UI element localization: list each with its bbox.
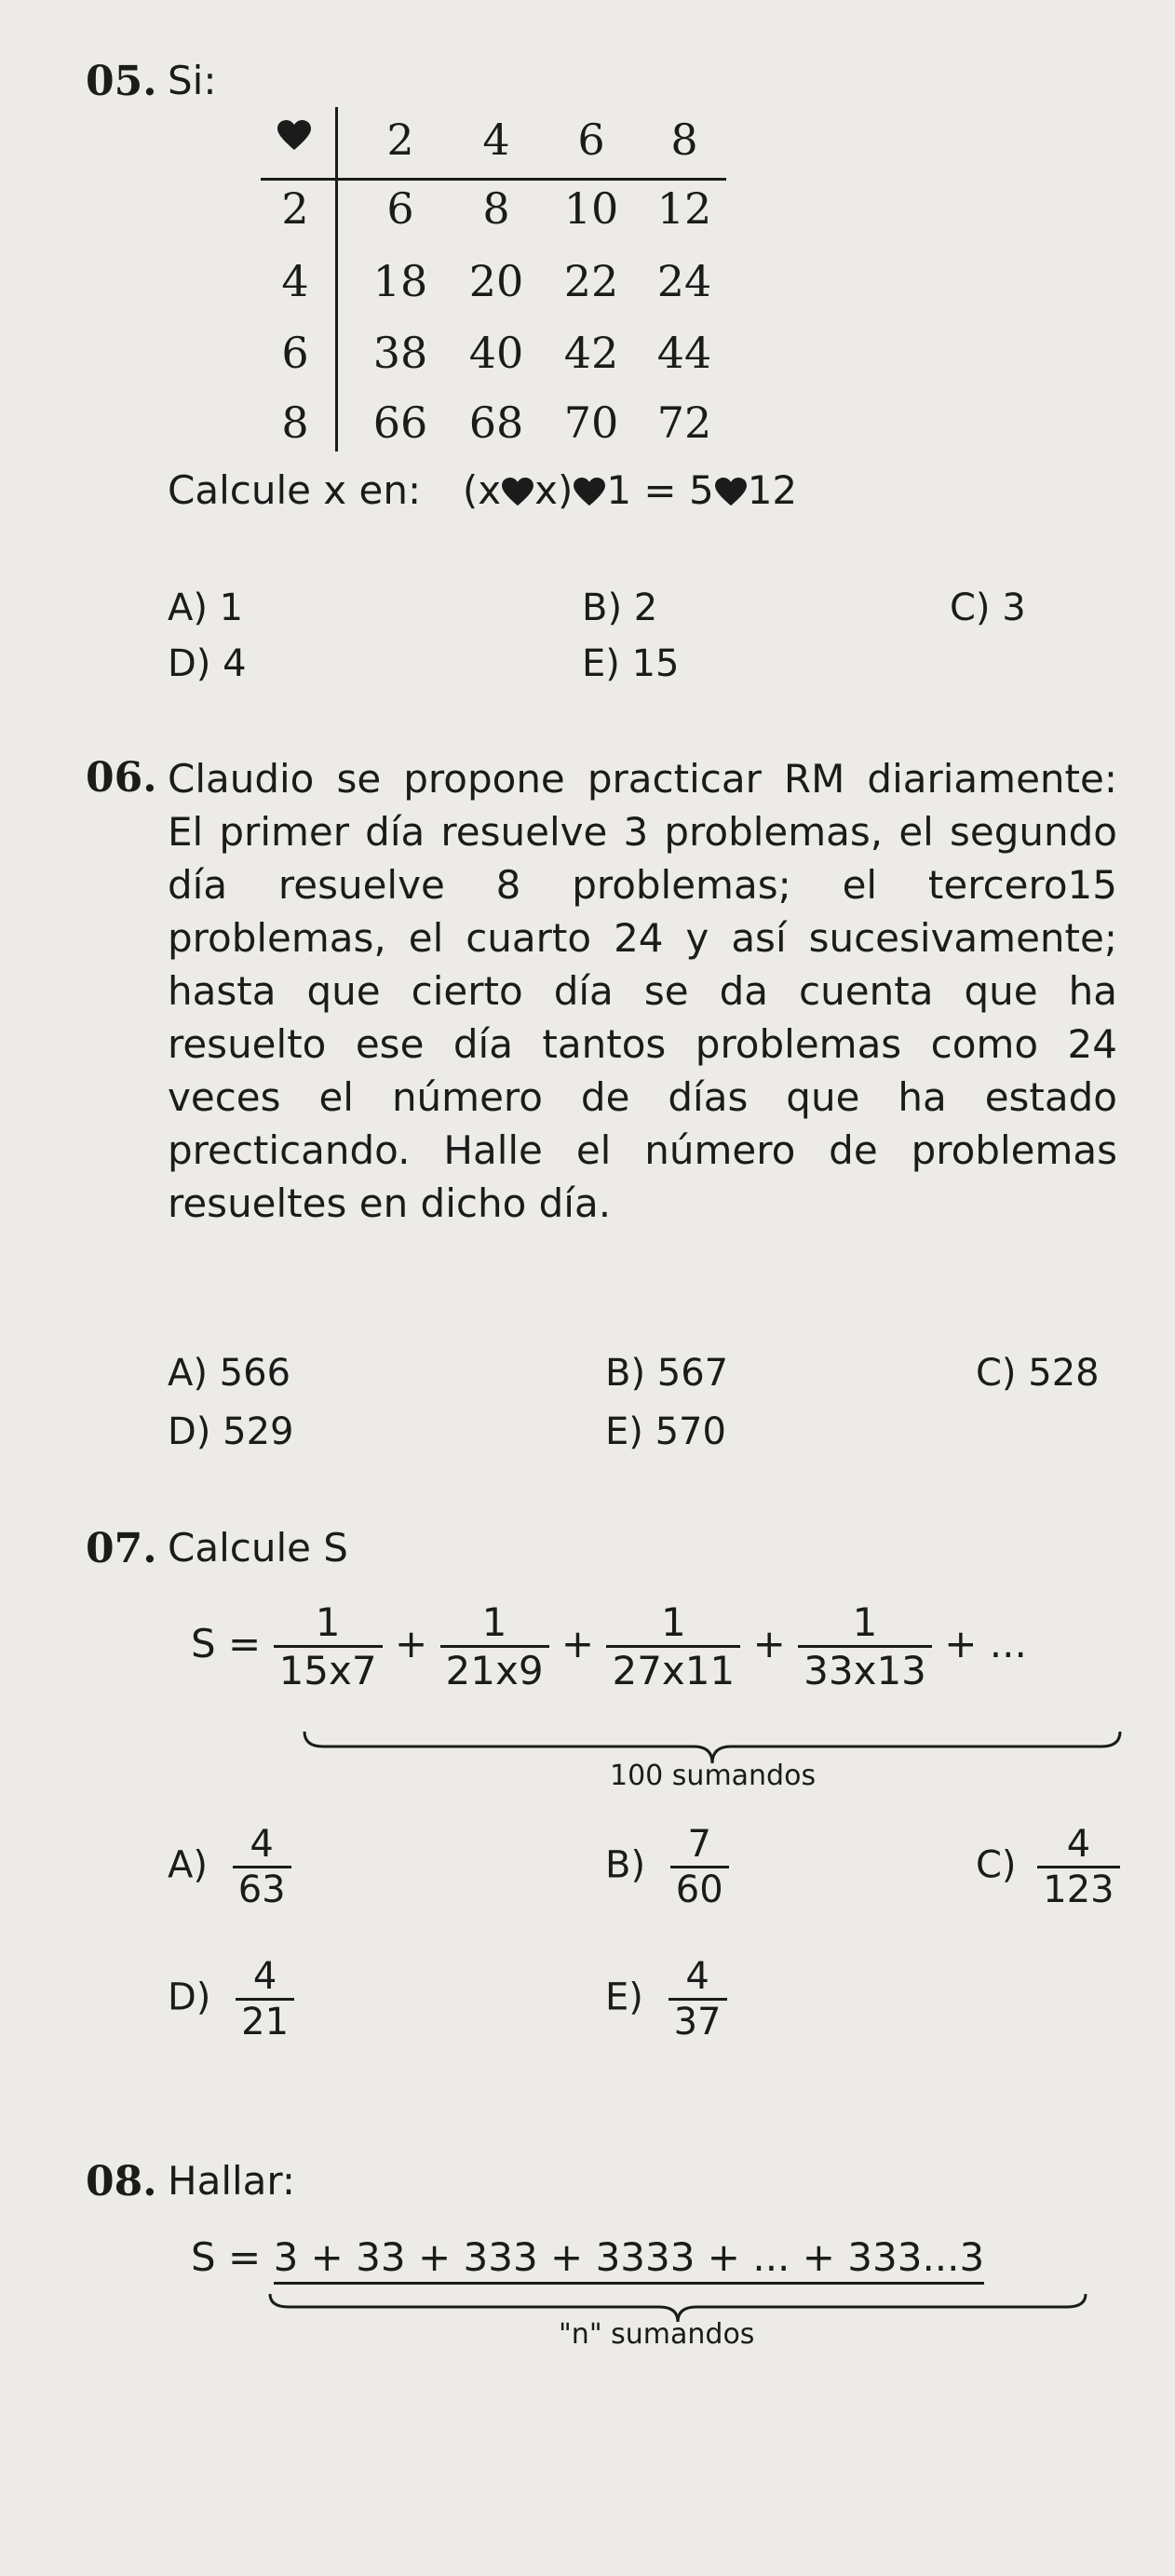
q05-option-b[interactable]: B) 2 (582, 587, 658, 629)
table-cell: 12 (656, 183, 712, 234)
table-horizontal-rule (261, 178, 726, 181)
row-header: 6 (281, 328, 309, 378)
row-header: 4 (281, 256, 309, 306)
q05-number: 05. (86, 58, 157, 105)
q08-sum: 3 + 33 + 333 + 3333 + ... + 333...3 (274, 2234, 985, 2285)
statement-line: resueltes en dicho día. (168, 1180, 612, 1226)
brace-label: "n" sumandos (559, 2318, 755, 2351)
table-cell: 38 (372, 328, 428, 378)
q05-prompt: Calcule x en: (168, 467, 422, 513)
series-tail: + ... (944, 1621, 1027, 1666)
s-equals: S = (191, 1621, 262, 1666)
table-cell: 44 (656, 328, 712, 378)
plus-sign: + (752, 1621, 786, 1666)
heart-icon (501, 478, 534, 507)
col-header: 2 (386, 115, 414, 165)
statement-line: veces el número de días que ha estado (168, 1074, 1117, 1120)
statement-line: Claudio se propone practicar RM diariamente: (168, 756, 1117, 802)
q08-series (191, 2234, 984, 2285)
statement-line: resuelto ese día tantos problemas como 24 (168, 1021, 1117, 1067)
q07-number: 07. (86, 1525, 157, 1572)
statement-line: día resuelve 8 problemas; el tercero15 (168, 862, 1117, 908)
table-cell: 18 (372, 256, 428, 306)
heart-icon (714, 478, 748, 507)
plus-sign: + (560, 1621, 595, 1666)
q07-option-c[interactable]: C) $\frac{4}{123}$ (976, 1823, 1120, 1911)
q06-option-d[interactable]: D) 529 (168, 1410, 294, 1453)
table-cell: 6 (386, 183, 414, 234)
q05-option-c[interactable]: C) 3 (950, 587, 1026, 629)
table-cell: 68 (468, 398, 524, 448)
q06-statement (168, 752, 1117, 1230)
eq-part: 12 (747, 467, 798, 513)
q05-option-e[interactable]: E) 15 (582, 642, 680, 685)
q06-option-c[interactable]: C) 528 (976, 1352, 1100, 1395)
brace-label: 100 sumandos (610, 1760, 817, 1792)
row-header: 2 (281, 183, 309, 234)
q06-option-e[interactable]: E) 570 (605, 1410, 726, 1453)
q05-option-d[interactable]: D) 4 (168, 642, 247, 685)
q06-option-b[interactable]: B) 567 (605, 1352, 729, 1395)
series-term: $\frac{1}{21x9}$ (440, 1599, 549, 1693)
eq-part: x) (534, 467, 574, 513)
q07-series (191, 1599, 1027, 1693)
q06-number: 06. (86, 754, 157, 802)
statement-line: problemas, el cuarto 24 y así sucesivamente; (168, 915, 1117, 961)
q07-option-a[interactable]: A) $\frac{4}{63}$ (168, 1823, 291, 1911)
operation-table (261, 107, 745, 461)
table-cell: 22 (563, 256, 619, 306)
table-cell: 70 (563, 398, 619, 448)
table-vertical-rule (335, 107, 338, 452)
table-cell: 40 (468, 328, 524, 378)
q07-option-e[interactable]: E) $\frac{4}{37}$ (605, 1955, 727, 2043)
q08-number: 08. (86, 2158, 157, 2205)
table-cell: 10 (563, 183, 619, 234)
table-cell: 24 (656, 256, 712, 306)
statement-line: hasta que cierto día se da cuenta que ha (168, 968, 1117, 1014)
statement-line: El primer día resuelve 3 problemas, el segundo (168, 809, 1117, 855)
heart-icon (573, 478, 606, 507)
q05-equation-line (168, 467, 797, 513)
eq-part: (x (462, 467, 502, 513)
series-term: $\frac{1}{15x7}$ (274, 1599, 383, 1693)
q05-intro: Si: (168, 58, 217, 103)
table-cell: 42 (563, 328, 619, 378)
table-cell: 8 (482, 183, 510, 234)
series-term: $\frac{1}{27x11}$ (606, 1599, 740, 1693)
q05-option-a[interactable]: A) 1 (168, 587, 244, 629)
table-cell: 66 (372, 398, 428, 448)
row-header: 8 (281, 398, 309, 448)
q07-option-d[interactable]: D) $\frac{4}{21}$ (168, 1955, 294, 2043)
col-header: 4 (482, 115, 510, 165)
table-cell: 72 (656, 398, 712, 448)
statement-line: precticando. Halle el número de problemas (168, 1127, 1117, 1173)
col-header: 6 (577, 115, 605, 165)
heart-icon (277, 120, 311, 152)
q07-head: Calcule S (168, 1525, 348, 1571)
series-term: $\frac{1}{33x13}$ (798, 1599, 932, 1693)
q07-option-b[interactable]: B) $\frac{7}{60}$ (605, 1823, 729, 1911)
plus-sign: + (394, 1621, 428, 1666)
col-header: 8 (670, 115, 698, 165)
q06-option-a[interactable]: A) 566 (168, 1352, 291, 1395)
s-equals: S = (191, 2234, 262, 2280)
eq-part: 1 = 5 (606, 467, 714, 513)
q08-head: Hallar: (168, 2158, 296, 2204)
table-cell: 20 (468, 256, 524, 306)
